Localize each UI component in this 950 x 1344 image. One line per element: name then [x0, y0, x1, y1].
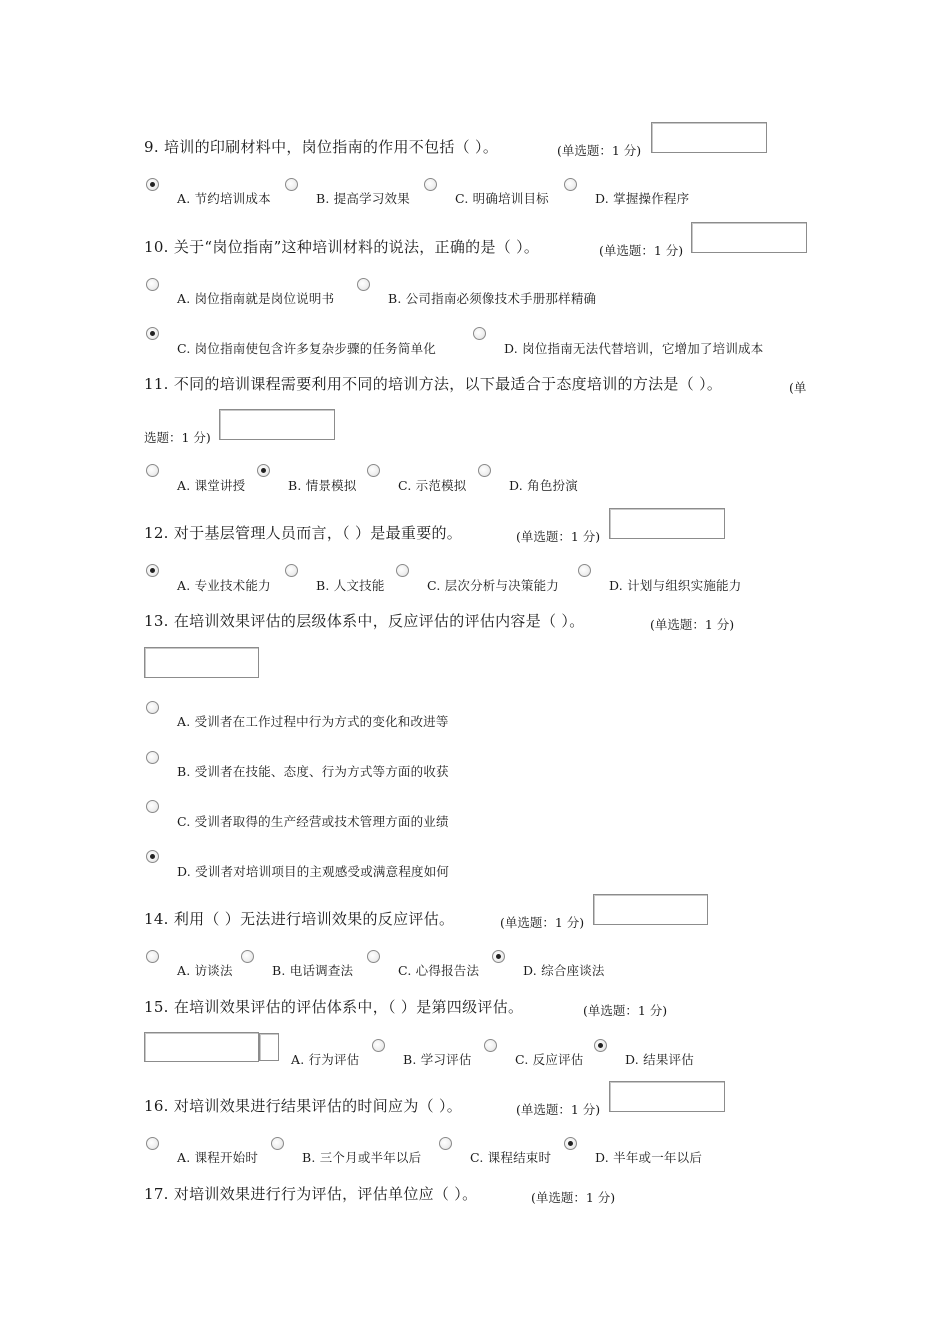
question-9-meta: (单选题：1 分)	[557, 143, 642, 158]
question-14-option-c-radio[interactable]	[367, 950, 380, 963]
question-15-option-d-radio[interactable]	[594, 1039, 607, 1052]
question-9-option-b: B. 提高学习效果	[316, 191, 410, 206]
question-9-answer-box[interactable]	[651, 122, 767, 153]
question-11-meta-part2: 选题：1 分)	[144, 430, 211, 445]
question-15-option-b-radio[interactable]	[372, 1039, 385, 1052]
question-15-option-d: D. 结果评估	[625, 1052, 694, 1067]
question-12-option-b: B. 人文技能	[316, 578, 385, 593]
question-16-option-a: A. 课程开始时	[177, 1150, 259, 1165]
question-12-meta: (单选题：1 分)	[516, 529, 601, 544]
question-15-option-c-radio[interactable]	[484, 1039, 497, 1052]
question-12-option-a: A. 专业技术能力	[177, 578, 271, 593]
question-11-option-b: B. 情景模拟	[288, 478, 357, 493]
question-14-meta: (单选题：1 分)	[500, 915, 585, 930]
question-9-stem: 9. 培训的印刷材料中，岗位指南的作用不包括（ ）。	[144, 138, 499, 156]
question-9-option-a-radio[interactable]	[146, 178, 159, 191]
question-16-meta: (单选题：1 分)	[516, 1102, 601, 1117]
question-12-option-c-radio[interactable]	[396, 564, 409, 577]
question-16-option-a-radio[interactable]	[146, 1137, 159, 1150]
question-15-stem: 15. 在培训效果评估的评估体系中，（ ）是第四级评估。	[144, 998, 524, 1016]
question-16-option-c: C. 课程结束时	[470, 1150, 552, 1165]
question-9-option-b-radio[interactable]	[285, 178, 298, 191]
question-14-stem: 14. 利用（ ）无法进行培训效果的反应评估。	[144, 910, 455, 928]
question-12-option-d: D. 计划与组织实施能力	[609, 578, 742, 593]
question-11-option-c: C. 示范模拟	[398, 478, 467, 493]
question-13-option-d: D. 受训者对培训项目的主观感受或满意程度如何	[177, 864, 450, 879]
question-11-meta-part1: (单	[789, 380, 807, 395]
question-10-option-b-radio[interactable]	[357, 278, 370, 291]
question-11-option-d-radio[interactable]	[478, 464, 491, 477]
question-15-answer-box[interactable]	[144, 1032, 259, 1062]
question-10-option-b: B. 公司指南必须像技术手册那样精确	[388, 291, 597, 306]
question-11-option-b-radio[interactable]	[257, 464, 270, 477]
question-10-answer-box[interactable]	[691, 222, 807, 253]
question-15-option-c: C. 反应评估	[515, 1052, 584, 1067]
question-9-option-c: C. 明确培训目标	[455, 191, 549, 206]
question-9-option-a: A. 节约培训成本	[177, 191, 271, 206]
question-14-option-a: A. 访谈法	[177, 963, 233, 978]
question-14-option-d: D. 综合座谈法	[523, 963, 605, 978]
question-11-option-c-radio[interactable]	[367, 464, 380, 477]
question-13-answer-box[interactable]	[144, 647, 259, 678]
question-11-option-d: D. 角色扮演	[509, 478, 578, 493]
question-13-meta: (单选题：1 分)	[650, 617, 735, 632]
question-16-option-d: D. 半年或一年以后	[595, 1150, 703, 1165]
question-11-stem: 11. 不同的培训课程需要利用不同的培训方法，以下最适合于态度培训的方法是（ ）。	[144, 375, 723, 393]
question-13-option-c: C. 受训者取得的生产经营或技术管理方面的业绩	[177, 814, 449, 829]
question-11-answer-box[interactable]	[219, 409, 335, 440]
question-12-option-b-radio[interactable]	[285, 564, 298, 577]
question-15-meta: (单选题：1 分)	[583, 1003, 668, 1018]
question-13-option-b: B. 受训者在技能、态度、行为方式等方面的收获	[177, 764, 449, 779]
question-16-answer-box[interactable]	[609, 1081, 725, 1112]
question-17-meta: (单选题：1 分)	[531, 1190, 616, 1205]
question-12-answer-box[interactable]	[609, 508, 725, 539]
question-10-option-a-radio[interactable]	[146, 278, 159, 291]
question-10-option-c-radio[interactable]	[146, 327, 159, 340]
question-12-stem: 12. 对于基层管理人员而言，（ ）是最重要的。	[144, 524, 463, 542]
question-14-option-b: B. 电话调查法	[272, 963, 354, 978]
question-16-option-d-radio[interactable]	[564, 1137, 577, 1150]
question-12-option-a-radio[interactable]	[146, 564, 159, 577]
question-10-option-d-radio[interactable]	[473, 327, 486, 340]
question-14-option-d-radio[interactable]	[492, 950, 505, 963]
question-13-option-b-radio[interactable]	[146, 751, 159, 764]
question-15-option-a: A. 行为评估	[291, 1052, 360, 1067]
question-15-option-b: B. 学习评估	[403, 1052, 472, 1067]
question-14-option-c: C. 心得报告法	[398, 963, 480, 978]
question-12-option-d-radio[interactable]	[578, 564, 591, 577]
question-10-option-c: C. 岗位指南使包含许多复杂步骤的任务简单化	[177, 341, 436, 356]
question-17-stem: 17. 对培训效果进行行为评估，评估单位应（ ）。	[144, 1185, 478, 1203]
question-15-dropdown-button[interactable]	[259, 1033, 279, 1061]
question-9-option-c-radio[interactable]	[424, 178, 437, 191]
question-13-option-c-radio[interactable]	[146, 800, 159, 813]
question-11-option-a-radio[interactable]	[146, 464, 159, 477]
question-11-option-a: A. 课堂讲授	[177, 478, 246, 493]
question-10-option-a: A. 岗位指南就是岗位说明书	[177, 291, 335, 306]
question-13-stem: 13. 在培训效果评估的层级体系中，反应评估的评估内容是（ ）。	[144, 612, 585, 630]
question-14-option-a-radio[interactable]	[146, 950, 159, 963]
question-10-option-d: D. 岗位指南无法代替培训，它增加了培训成本	[504, 341, 764, 356]
question-10-stem: 10. 关于“岗位指南”这种培训材料的说法，正确的是（ ）。	[144, 238, 540, 256]
question-13-option-a-radio[interactable]	[146, 701, 159, 714]
question-9-option-d: D. 掌握操作程序	[595, 191, 690, 206]
question-16-option-c-radio[interactable]	[439, 1137, 452, 1150]
question-9-option-d-radio[interactable]	[564, 178, 577, 191]
question-10-meta: (单选题：1 分)	[599, 243, 684, 258]
question-13-option-d-radio[interactable]	[146, 850, 159, 863]
question-16-option-b-radio[interactable]	[271, 1137, 284, 1150]
question-14-option-b-radio[interactable]	[241, 950, 254, 963]
question-13-option-a: A. 受训者在工作过程中行为方式的变化和改进等	[177, 714, 449, 729]
question-16-stem: 16. 对培训效果进行结果评估的时间应为（ ）。	[144, 1097, 463, 1115]
question-12-option-c: C. 层次分析与决策能力	[427, 578, 559, 593]
question-14-answer-box[interactable]	[593, 894, 708, 925]
question-16-option-b: B. 三个月或半年以后	[302, 1150, 422, 1165]
